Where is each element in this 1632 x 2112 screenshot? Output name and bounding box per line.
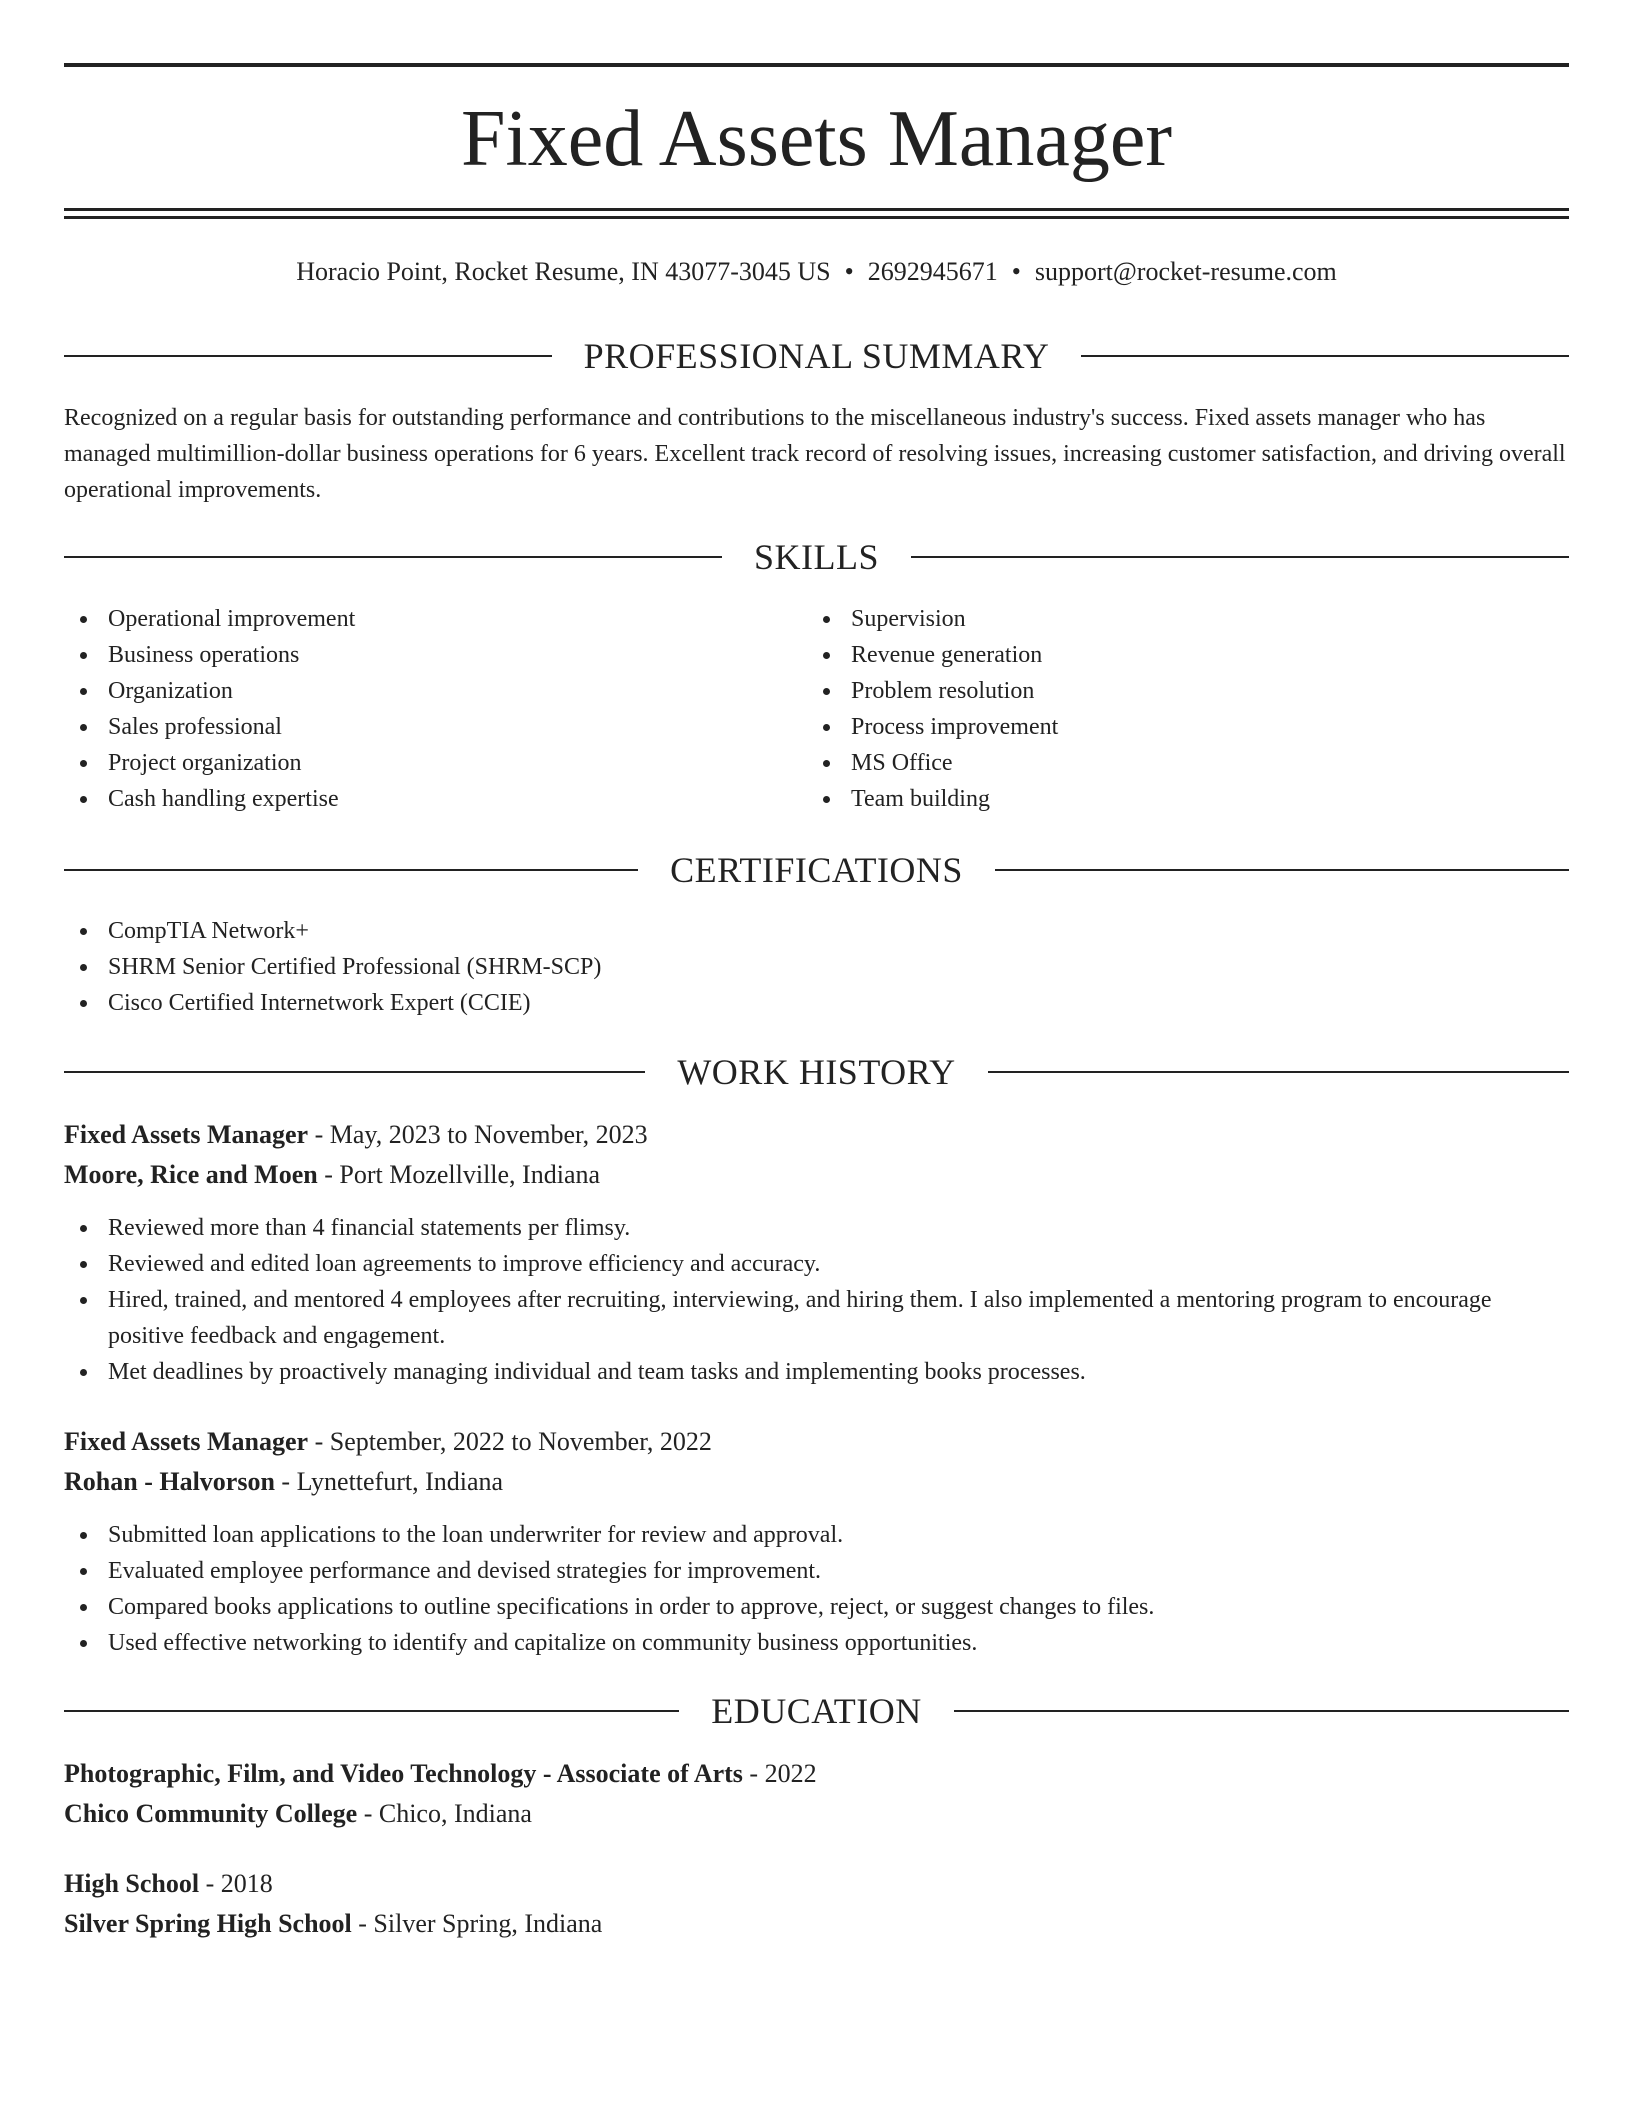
list-item: Evaluated employee performance and devised strategies for improvement. — [64, 1553, 1569, 1589]
list-item: Revenue generation — [807, 637, 1507, 673]
list-item: Operational improvement — [64, 601, 764, 637]
job-location: - Lynettefurt, Indiana — [274, 1467, 504, 1496]
list-item: Project organization — [64, 745, 764, 781]
education-school-line — [64, 1796, 1569, 1832]
work-history-heading — [64, 1050, 1569, 1094]
list-item: Business operations — [64, 637, 764, 673]
education-degree: High School — [64, 1869, 200, 1898]
job-bullets — [64, 1210, 1569, 1390]
education-school: Silver Spring High School — [64, 1909, 352, 1938]
top-rule — [64, 63, 1569, 67]
list-item: Cash handling expertise — [64, 781, 764, 817]
list-item: MS Office — [807, 745, 1507, 781]
job-bullets — [64, 1517, 1569, 1661]
education-degree-line — [64, 1866, 1569, 1902]
list-item: Reviewed more than 4 financial statements per flimsy. — [64, 1210, 1569, 1246]
skills-list-left — [64, 601, 764, 817]
heading-rule — [954, 1710, 1569, 1712]
heading-rule — [64, 1710, 679, 1712]
heading-rule — [988, 1071, 1569, 1073]
section-title: WORK HISTORY — [677, 1052, 956, 1092]
job-company-line — [64, 1464, 1569, 1500]
job-dates: - September, 2022 to November, 2022 — [308, 1427, 712, 1456]
summary-text: Recognized on a regular basis for outstanding performance and contributions to the miscellaneous industry's success. Fixed assets manager who has managed multimillion-dollar business operations for 6 years. Excellent track record of resolving issues, increasing customer satisfaction, and driving overall operational improvements. — [64, 405, 1566, 503]
list-item: Cisco Certified Internetwork Expert (CCIE) — [64, 985, 1569, 1021]
heading-rule — [995, 869, 1569, 871]
list-item: Hired, trained, and mentored 4 employees after recruiting, interviewing, and hiring them. I also implemented a mentoring program to encourage positive feedback and engagement. — [64, 1282, 1569, 1354]
contact-line — [64, 254, 1569, 290]
list-item: Process improvement — [807, 709, 1507, 745]
list-item: CompTIA Network+ — [64, 913, 1569, 949]
education-school-line — [64, 1906, 1569, 1942]
job-company: Moore, Rice and Moen — [64, 1160, 318, 1189]
list-item: Met deadlines by proactively managing individual and team tasks and implementing books processes. — [64, 1354, 1569, 1390]
section-title: SKILLS — [754, 537, 880, 577]
contact-address: Horacio Point, Rocket Resume, IN 43077-3045 US — [296, 257, 831, 286]
list-item: Reviewed and edited loan agreements to improve efficiency and accuracy. — [64, 1246, 1569, 1282]
list-item: Organization — [64, 673, 764, 709]
contact-separator: • — [844, 257, 854, 286]
education-year: - 2018 — [199, 1869, 273, 1898]
job-title: Fixed Assets Manager — [64, 1120, 309, 1149]
list-item: Team building — [807, 781, 1507, 817]
title-rule — [64, 208, 1569, 211]
job-title-line — [64, 1424, 1569, 1460]
job-company-line — [64, 1157, 1569, 1193]
certifications-list — [64, 913, 1569, 1021]
section-title: EDUCATION — [711, 1691, 922, 1731]
job-company: Rohan - Halvorson — [64, 1467, 275, 1496]
job-title-line — [64, 1117, 1569, 1153]
education-location: - Silver Spring, Indiana — [351, 1909, 603, 1938]
education-year: - 2022 — [742, 1759, 817, 1788]
section-title: PROFESSIONAL SUMMARY — [583, 336, 1050, 376]
education-location: - Chico, Indiana — [357, 1799, 532, 1828]
contact-separator: • — [1011, 257, 1021, 286]
summary-heading — [64, 334, 1569, 378]
job-location: - Port Mozellville, Indiana — [317, 1160, 601, 1189]
list-item: SHRM Senior Certified Professional (SHRM-SCP) — [64, 949, 1569, 985]
heading-rule — [911, 556, 1569, 558]
skills-list-right — [807, 601, 1507, 817]
heading-rule — [64, 556, 722, 558]
heading-rule — [64, 1071, 645, 1073]
education-degree-line — [64, 1756, 1569, 1792]
certifications-heading — [64, 848, 1569, 892]
list-item: Used effective networking to identify and capitalize on community business opportunities. — [64, 1625, 1569, 1661]
list-item: Supervision — [807, 601, 1507, 637]
heading-rule — [64, 869, 638, 871]
list-item: Submitted loan applications to the loan underwriter for review and approval. — [64, 1517, 1569, 1553]
education-heading — [64, 1689, 1569, 1733]
contact-phone: 2692945671 — [867, 257, 998, 286]
list-item: Sales professional — [64, 709, 764, 745]
heading-rule — [1081, 355, 1569, 357]
job-title: Fixed Assets Manager — [64, 1427, 309, 1456]
job-dates: - May, 2023 to November, 2023 — [308, 1120, 648, 1149]
list-item: Problem resolution — [807, 673, 1507, 709]
page-title: Fixed Assets Manager — [460, 95, 1172, 183]
list-item: Compared books applications to outline specifications in order to approve, reject, or suggest changes to files. — [64, 1589, 1569, 1625]
education-school: Chico Community College — [64, 1799, 358, 1828]
skills-heading — [64, 535, 1569, 579]
heading-rule — [64, 355, 552, 357]
education-degree: Photographic, Film, and Video Technology - Associate of Arts — [64, 1759, 743, 1788]
section-title: CERTIFICATIONS — [670, 850, 963, 890]
title-rule-double — [64, 216, 1569, 219]
contact-email: support@rocket-resume.com — [1034, 257, 1337, 286]
